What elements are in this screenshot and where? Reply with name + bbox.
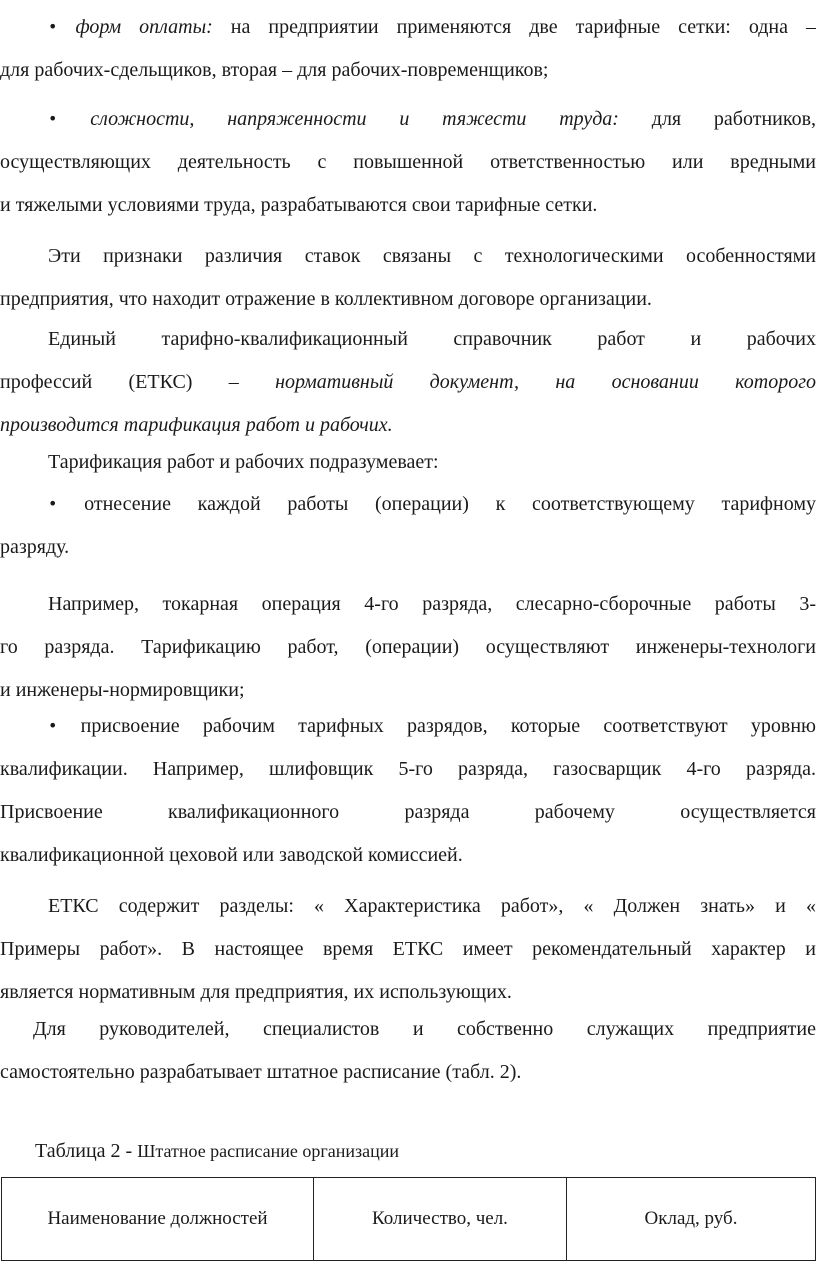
- text: отнесение каждой работы (операции) к соответствующему тарифному: [57, 493, 816, 515]
- line: [0, 483, 816, 526]
- line: Примеры работ». В настоящее время ЕТКС имеет рекомендательный характер и: [0, 938, 816, 960]
- table-header-row: [2, 1178, 816, 1261]
- line: и инженеры-нормировщики;: [0, 679, 245, 701]
- paragraph-payment-forms: [0, 6, 816, 92]
- line: осуществляющих деятельность с повышенной ответственностью или вредными: [0, 151, 816, 173]
- paragraph-etks-sections: [0, 885, 816, 1014]
- line: предприятия, что находит отражение в коллективном договоре организации.: [0, 288, 652, 310]
- bullet-icon: •: [48, 494, 58, 513]
- line: и тяжелыми условиями труда, разрабатываются свои тарифные сетки.: [0, 194, 598, 216]
- line: [0, 6, 816, 49]
- bullet-icon: •: [48, 716, 58, 735]
- paragraph-differences: [0, 235, 816, 321]
- line: ЕТКС содержит разделы: « Характеристика работ», « Должен знать» и «: [48, 895, 816, 917]
- line: [0, 98, 816, 141]
- line: Тарификация работ и рабочих подразумевает:: [48, 451, 439, 473]
- line: квалификационной цеховой или заводской комиссией.: [0, 844, 463, 866]
- bullet-icon: •: [48, 17, 58, 36]
- line: разряду.: [0, 536, 70, 558]
- line: является нормативным для предприятия, их использующих.: [0, 981, 512, 1003]
- header-position: Наименование должностей: [2, 1178, 314, 1261]
- text: на предприятии применяются две тарифные сетки: одна –: [212, 16, 816, 38]
- paragraph-staffing: [0, 1008, 816, 1094]
- line: Эти признаки различия ставок связаны с технологическими особенностями: [48, 245, 816, 267]
- line: Например, токарная операция 4-го разряда, слесарно-сборочные работы 3-: [48, 593, 816, 615]
- paragraph-example: [0, 583, 816, 712]
- caption-title: Штатное расписание организации: [137, 1141, 400, 1161]
- header-salary: Оклад, руб.: [567, 1178, 816, 1261]
- italic-text: производится тарификация работ и рабочих.: [0, 414, 393, 436]
- caption-label: Таблица 2 -: [35, 1140, 138, 1162]
- line: самостоятельно разрабатывает штатное расписание (табл. 2).: [0, 1061, 522, 1083]
- line: Присвоение квалификационного разряда рабочему осуществляется: [0, 801, 816, 823]
- staffing-table: [1, 1177, 816, 1261]
- lead-italic: сложности, напряженности и тяжести труда:: [90, 108, 619, 130]
- line: Единый тарифно-квалификационный справочник работ и рабочих: [48, 328, 816, 350]
- italic-text: нормативный документ, на основании которого: [275, 371, 816, 393]
- line: го разряда. Тарификацию работ, (операции) осуществляют инженеры-технологи: [0, 636, 816, 658]
- line: для рабочих-сдельщиков, вторая – для рабочих-повременщиков;: [0, 59, 549, 81]
- lead-italic: форм оплаты:: [75, 16, 213, 38]
- table-caption: [35, 1137, 399, 1165]
- header-quantity: Количество, чел.: [314, 1178, 567, 1261]
- paragraph-tariffication: [0, 441, 816, 484]
- paragraph-qualification: [0, 705, 816, 877]
- text: для работников,: [618, 108, 816, 130]
- line: [0, 705, 816, 748]
- paragraph-complexity: [0, 98, 816, 227]
- paragraph-assignment: [0, 483, 816, 569]
- bullet-icon: •: [48, 109, 58, 128]
- line: квалификации. Например, шлифовщик 5-го разряда, газосварщик 4-го разряда.: [0, 758, 816, 780]
- line: Для руководителей, специалистов и собственно служащих предприятие: [33, 1018, 816, 1040]
- paragraph-etks: [0, 318, 816, 447]
- line: [0, 361, 816, 404]
- text: присвоение рабочим тарифных разрядов, которые соответствуют уровню: [57, 715, 816, 737]
- text: профессий (ЕТКС) –: [0, 371, 276, 393]
